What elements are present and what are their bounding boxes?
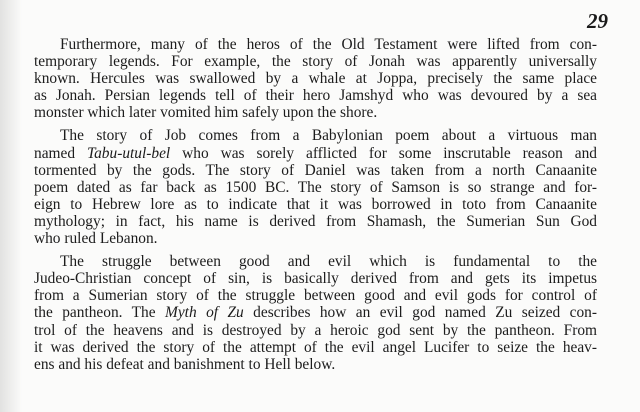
text-run: known. Hercules was swallowed by a whale at Joppa, precisely the same place xyxy=(34,70,597,88)
text-line xyxy=(34,339,597,356)
text-run: named xyxy=(34,144,87,162)
text-run: from a Sumerian story of the struggle between good and evil gods for control of xyxy=(34,287,597,305)
italic-title: Myth of Zu xyxy=(165,304,244,322)
page-gutter-shadow xyxy=(0,0,22,412)
text-line xyxy=(34,196,597,213)
italic-title: Tabu-utul-bel xyxy=(86,144,171,162)
paragraph-2 xyxy=(34,127,597,247)
text-run: The story of Job comes from a Babylonian poem about a virtuous man xyxy=(60,127,597,145)
paragraph-3 xyxy=(34,253,597,373)
text-run: as Jonah. Persian legends tell of their hero Jamshyd who was devoured by a sea xyxy=(34,87,597,105)
text-run: temporary legends. For example, the story of Jonah was apparently universally xyxy=(34,53,597,71)
text-line xyxy=(34,230,597,247)
text-run: poem dated as far back as 1500 BC. The story of Samson is so strange and for- xyxy=(34,178,597,196)
text-line xyxy=(34,70,597,87)
text-line xyxy=(34,304,597,321)
text-line xyxy=(34,270,597,287)
text-run: Judeo-Christian concept of sin, is basically derived from and gets its impetus xyxy=(34,270,597,288)
text-run: tormented by the gods. The story of Daniel was taken from a north Canaanite xyxy=(34,161,597,179)
page-number: 29 xyxy=(587,9,608,33)
text-run: mythology; in fact, his name is derived from Shamash, the Sumerian Sun God xyxy=(34,212,597,230)
text-line xyxy=(34,53,597,70)
text-run: eign to Hebrew lore as to indicate that it was borrowed in toto from Canaanite xyxy=(34,195,597,213)
page-body xyxy=(34,36,597,379)
text-line xyxy=(34,104,597,121)
text-run: Furthermore, many of the heros of the Old Testament were lifted from con- xyxy=(60,36,597,53)
text-line xyxy=(34,253,597,270)
text-run: describes how an evil god named Zu seized con- xyxy=(243,304,597,322)
paragraph-1 xyxy=(34,36,597,121)
text-run: ens and his defeat and banishment to Hell below. xyxy=(34,355,336,373)
text-line xyxy=(34,145,597,162)
text-run: The struggle between good and evil which is fundamental to the xyxy=(60,253,597,271)
text-run: trol of the heavens and is destroyed by a heroic god sent by the pantheon. From xyxy=(34,321,597,339)
text-run: it was derived the story of the attempt of the evil angel Lucifer to seize the heav- xyxy=(34,338,597,356)
text-line xyxy=(34,287,597,304)
text-line xyxy=(34,87,597,104)
text-line xyxy=(34,213,597,230)
text-line xyxy=(34,179,597,196)
text-line xyxy=(34,36,597,53)
text-run: the pantheon. The xyxy=(34,304,166,322)
text-line xyxy=(34,356,597,373)
text-run: who ruled Lebanon. xyxy=(34,230,158,248)
text-line xyxy=(34,322,597,339)
text-run: who was sorely afflicted for some inscrutable reason and xyxy=(170,144,598,162)
text-line xyxy=(34,162,597,179)
text-line xyxy=(34,127,597,144)
text-run: monster which later vomited him safely upon the shore. xyxy=(34,104,378,122)
